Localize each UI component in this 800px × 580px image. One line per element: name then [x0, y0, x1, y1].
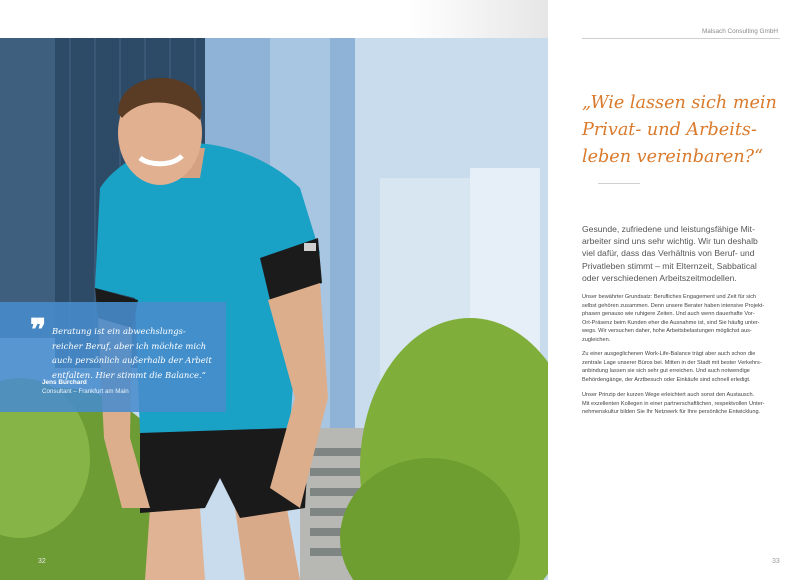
body-line: nehmenskultur bilden Sie Ihr Netzwerk für Ihre persönliche Entwicklung.: [582, 409, 761, 416]
body-line: wegs. Wir versuchen daher, hohe Arbeitsbelastungen möglichst aus-: [582, 328, 752, 335]
quote-line: reicher Beruf, aber ich möchte mich: [52, 340, 207, 351]
body-paragraph-3: [582, 391, 786, 417]
page-number-right: 33: [772, 558, 780, 565]
lead-line: Privatleben stimmt – mit Elternzeit, Sabbatical: [582, 260, 757, 271]
heading-line: leben vereinbaren?“: [582, 147, 764, 167]
page-heading: [582, 90, 792, 171]
lead-paragraph: [582, 223, 782, 284]
body-line: Zu einer ausgeglichenen Work-Life-Balance trägt aber auch schon die: [582, 351, 756, 357]
quote-mark-icon: ❞: [30, 314, 47, 347]
quote-box: [0, 302, 226, 412]
body-paragraph-1: [582, 293, 786, 345]
quote-line: Beratung ist ein abwechslungs-: [52, 326, 186, 336]
body-line: Mit exzellenten Kollegen in einer partnerschaftlichen, respektvollen Unter-: [582, 400, 765, 407]
body-paragraph-2: [582, 350, 786, 384]
lead-line: Gesunde, zufriedene und leistungsfähige Mit-: [582, 224, 755, 234]
quote-line: entfalten. Hier stimmt die Balance.“: [52, 369, 206, 380]
body-line: Unser Prinzip der kurzen Wege erleichtert auch sonst den Austausch.: [582, 392, 755, 398]
quote-text: [52, 324, 220, 382]
body-line: selbst gehören zusammen. Denn unsere Berater haben intensive Projekt-: [582, 302, 765, 309]
body-line: zugleichen.: [582, 336, 611, 343]
heading-line: „Wie lassen sich mein: [582, 93, 777, 113]
lead-line: viel dafür, dass das Verhältnis von Beruf- und: [582, 248, 755, 259]
body-line: phasen genauso wie ruhigere Zeiten. Und auch wenn dauerhafte Vor-: [582, 311, 755, 318]
top-divider: [582, 38, 780, 39]
lead-line: arbeiter sind uns sehr wichtig. Wir tun deshalb: [582, 236, 758, 247]
quote-line: auch persönlich außerhalb der Arbeit: [52, 355, 212, 365]
heading-divider: [598, 183, 640, 184]
body-line: Behördengänge, der Arztbesuch oder Einkäufe sind schnell erledigt.: [582, 376, 751, 383]
body-line: zentrale Lage unserer Büros bei. Mitten in der Stadt mit bester Verkehrs-: [582, 359, 762, 366]
body-line: Unser bewährter Grundsatz: Berufliches Engagement und Zeit für sich: [582, 294, 757, 300]
body-line: anbindung lassen sie sich sehr gut erreichen. Und auch notwendige: [582, 368, 750, 375]
body-line: Ort-Präsenz beim Kunden eher die Ausnahme ist, sind Sie häufig unter-: [582, 319, 760, 326]
quote-author-role: Consultant – Frankfurt am Main: [42, 388, 129, 395]
page-number-left: 32: [38, 558, 46, 565]
page-gutter-shadow: [408, 0, 548, 38]
lead-line: oder verschiedenen Arbeitszeitmodellen.: [582, 272, 737, 283]
company-name: Malsach Consulting GmbH: [701, 28, 778, 35]
heading-line: Privat- und Arbeits-: [582, 120, 757, 140]
quote-author-name: Jens Burchard: [42, 379, 87, 386]
